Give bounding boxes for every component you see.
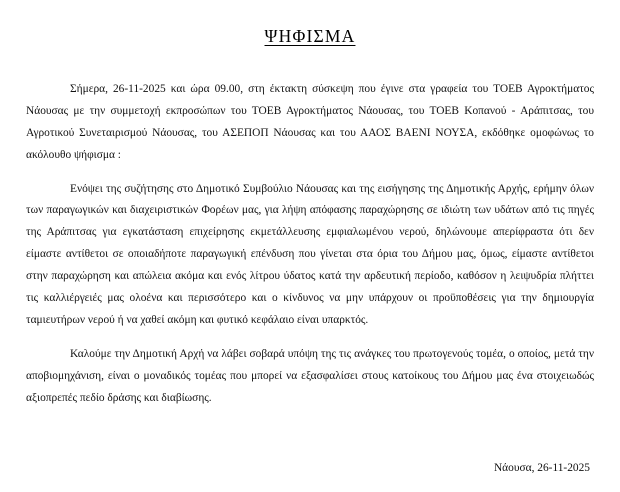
paragraph-1: Σήμερα, 26-11-2025 και ώρα 09.00, στη έκτακτη σύσκεψη που έγινε στα γραφεία του ΤΟΕΒ Αγροκτήματος Νάουσας με την συμμετοχή εκπροσώπων του ΤΟΕΒ Αγροκτήματος Νάουσας, του ΤΟΕΒ Κοπανού - Αράπιτσας, του Αγροτικού Συνεταιρισμού Νάουσας, του ΑΣΕΠΟΠ Νάουσας και του ΑΑΟΣ ΒΑΕΝΙ ΝΟΥΣΑ, εκδόθηκε ομοφώνως το ακόλουθο ψήφισμα : [26, 83, 594, 161]
document-body [26, 79, 594, 409]
paragraph-3: Καλούμε την Δημοτική Αρχή να λάβει σοβαρά υπόψη της τις ανάγκες του πρωτογενούς τομέα, ο οποίος, μετά την αποβιομηχάνιση, είναι ο μοναδικός τομέας που μπορεί να εξασφαλίσει στους κατοίκους του Δήμου μας ένα στοιχειωδώς αξιοπρεπές πεδίο δράσης και διαβίωσης. [26, 347, 594, 404]
page-title: ΨΗΦΙΣΜΑ [264, 26, 356, 46]
signature-line: Νάουσα, 26-11-2025 [493, 462, 590, 474]
paragraph-2: Ενόψει της συζήτησης στο Δημοτικό Συμβούλιο Νάουσας και της εισήγησης της Δημοτικής Αρχής, ερήμην όλων των παραγωγικών και διαχειριστικών Φορέων μας, για λήψη απόφασης παραχώρησης σε ιδιώτη των υδάτων από τις πηγές της Αράπιτσας για εγκατάσταση επιχείρησης εκμετάλλευσης εμφιαλωμένου νερού, δηλώνουμε απερίφραστα ότι δεν είμαστε αντίθετοι σε οποιαδήποτε παραγωγική επένδυση που γίνεται στα όρια του Δήμου μας, όμως, είμαστε αντίθετοι στην παραχώρηση και απώλεια ακόμα και ενός λίτρου ύδατος κατά την αρδευτική περίοδο, καθόσον η λειψυδρία πλήττει τις καλλιέργειές μας ολοένα και περισσότερο και ο κίνδυνος να μην υπάρχουν οι προϋποθέσεις για την δημιουργία ταμιευτήρων νερού ή να χαθεί ακόμη και φυτικό κεφάλαιο είναι υπαρκτός. [26, 182, 594, 326]
